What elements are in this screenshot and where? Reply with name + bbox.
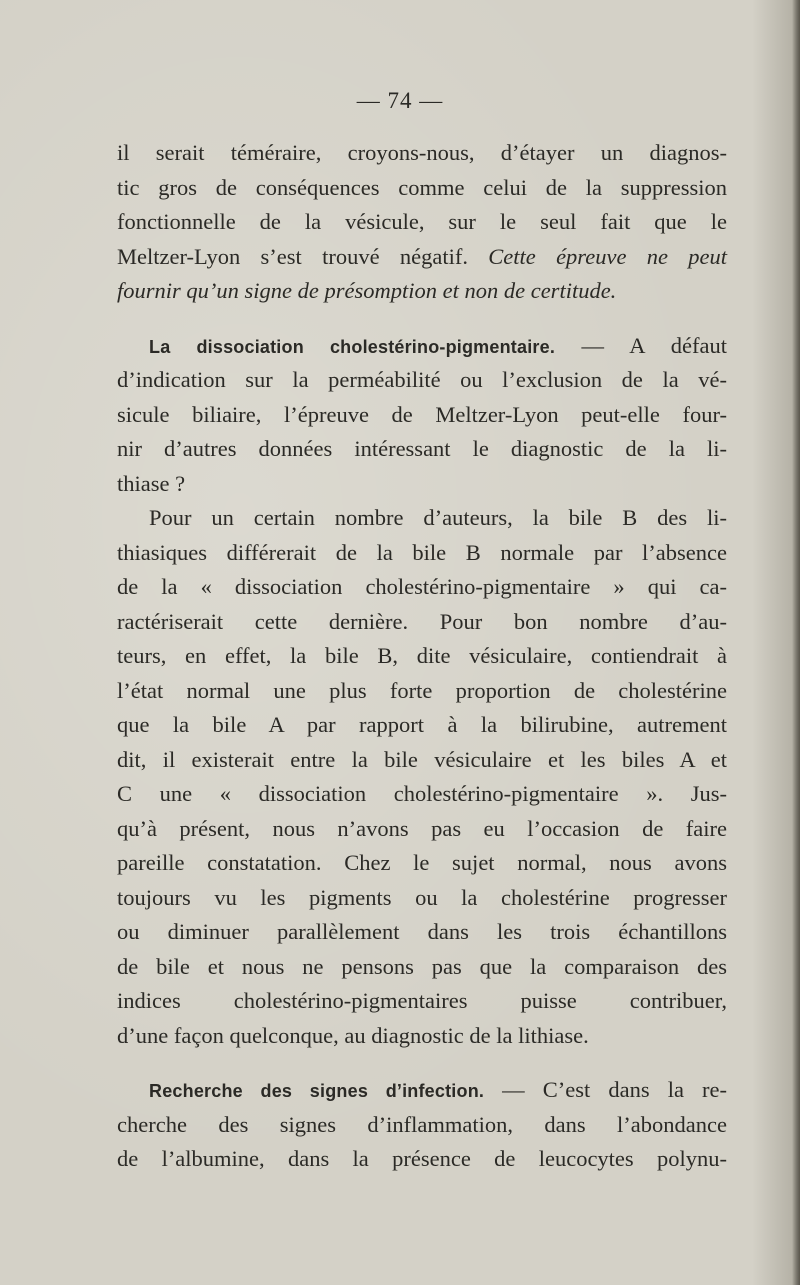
text-line: dit, il existerait entre la bile vésiculaire et les biles A et	[117, 746, 727, 772]
text-line: pareille constatation. Chez le sujet normal, nous avons	[117, 850, 727, 875]
text-line: thiase ?	[117, 470, 186, 496]
paragraph-presumption	[117, 136, 727, 309]
text-line: de la « dissociation cholestérino-pigmentaire » qui ca-	[117, 574, 727, 599]
text-line: que la bile A par rapport à la bilirubine, autrement	[117, 712, 727, 737]
text-run: — C’est dans la re-	[484, 1077, 727, 1102]
italic-text: Cette épreuve ne peut	[488, 243, 728, 269]
text-line	[117, 240, 727, 275]
page-number: — 74 —	[356, 88, 444, 113]
text-line: C une « dissociation cholestérino-pigmentaire ». Jus-	[117, 781, 727, 806]
text-line: d’indication sur la perméabilité ou l’exclusion de la vé-	[117, 367, 727, 392]
text-line	[117, 1073, 727, 1108]
paragraph-gap	[117, 1053, 727, 1073]
text-line: ractériserait cette dernière. Pour bon nombre d’au-	[117, 608, 727, 634]
text-line: l’état normal une plus forte proportion de cholestérine	[117, 677, 727, 703]
text-line: de l’albumine, dans la présence de leucocytes polynu-	[117, 1146, 727, 1171]
text-line	[117, 329, 727, 364]
text-run: — A défaut	[555, 332, 727, 358]
text-line: indices cholestérino-pigmentaires puisse contribuer,	[117, 988, 727, 1013]
text-line: fonctionnelle de la vésicule, sur le seul fait que le	[117, 209, 727, 234]
paragraph-gap	[117, 309, 727, 329]
text-line: nir d’autres données intéressant le diagnostic de la li-	[117, 436, 727, 461]
section-heading: Recherche des signes d’infection.	[149, 1081, 485, 1101]
text-line: teurs, en effet, la bile B, dite vésiculaire, contiendrait à	[117, 643, 727, 668]
text-line: d’une façon quelconque, au diagnostic de la lithiase.	[117, 1022, 589, 1048]
section-heading: La dissociation cholestérino-pigmentaire.	[149, 336, 556, 357]
text-line: ou diminuer parallèlement dans les trois échantillons	[117, 919, 727, 944]
text-line: de bile et nous ne pensons pas que la comparaison des	[117, 953, 727, 979]
paragraph-authors	[117, 501, 727, 1053]
page-edge-shadow	[792, 0, 800, 1285]
text-line: sicule biliaire, l’épreuve de Meltzer-Lyon peut-elle four-	[117, 401, 727, 427]
text-line: qu’à présent, nous n’avons pas eu l’occasion de faire	[117, 815, 727, 841]
text-line: toujours vu les pigments ou la cholestérine progresser	[117, 884, 727, 910]
body-text	[117, 136, 727, 1177]
italic-text-line: fournir qu’un signe de présomption et non de certitude.	[117, 278, 617, 303]
text-line: cherche des signes d’inflammation, dans l’abondance	[117, 1111, 727, 1137]
text-run: Meltzer-Lyon s’est trouvé négatif.	[117, 243, 489, 269]
text-line: thiasiques différerait de la bile B normale par l’absence	[117, 539, 727, 565]
paragraph-dissociation	[117, 329, 727, 502]
paragraph-infection	[117, 1073, 727, 1177]
text-line: Pour un certain nombre d’auteurs, la bile B des li-	[149, 505, 727, 530]
text-line: tic gros de conséquences comme celui de la suppression	[117, 174, 727, 200]
text-line: il serait téméraire, croyons-nous, d’étayer un diagnos-	[117, 140, 727, 165]
